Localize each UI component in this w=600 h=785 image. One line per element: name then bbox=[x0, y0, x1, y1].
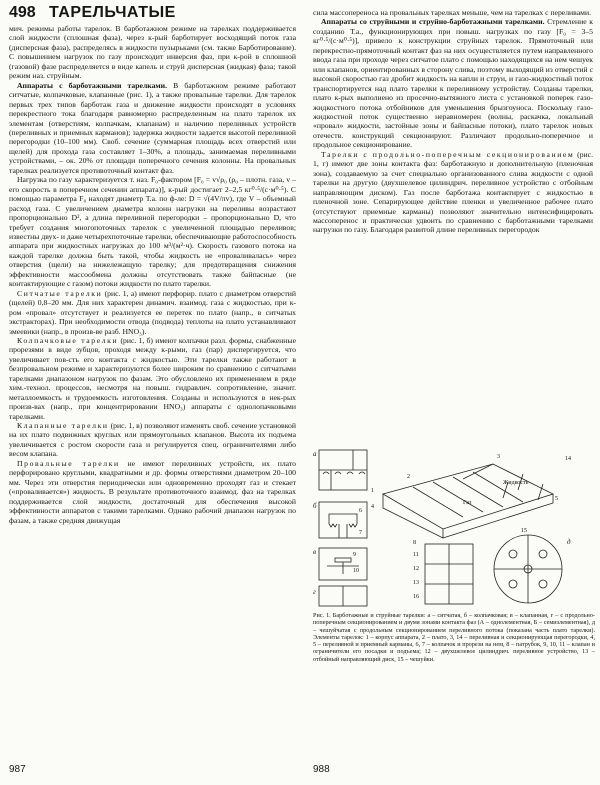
footer-page-left: 987 bbox=[9, 764, 26, 775]
paragraph-text: (рис. 1, г) имеют две зоны контакта фаз: барботажную и дополнительную (пленочная зона), создаваемую за счет специально организованного слива жидкости с одной тарелки на другую (двухшелевое цилиндрич. переливное устройство с отбойным направляющим диском). Газ после барботажа контактирует с жидкостью в пленочной зоне. Сепарирующее действие пленки и увеличенное рабочее плато (отсутствуют приемные карманы) позволяют значительно интенсифицировать массоперенос и практически удвоить по сравнению с барботажными тарелками нагрузки по газу. Благодаря развитой длине переливных перегородок bbox=[313, 149, 593, 235]
label-g: г bbox=[313, 588, 316, 596]
section-heading: Аппараты с барботажными тарелками. bbox=[17, 80, 167, 90]
label-b: б bbox=[313, 502, 317, 510]
paragraph bbox=[9, 289, 296, 336]
callout-1: 1 bbox=[371, 488, 374, 494]
paragraph bbox=[9, 81, 296, 176]
callout-16: 16 bbox=[413, 594, 419, 600]
tray-figure bbox=[313, 444, 593, 609]
paragraph-text: (рис. 1, б) имеют колпачки разл. формы, снабженные прорезями в виде зубцов, проходя между к-рыми, газ (пар) диспергируется, что увеличивает пов-сть его контакта с жидкостью. Эти тарелки также работают в безпровальном режиме и характеризуются более широким по сравнению с ситчатыми тарелками диапазоном нагрузок по фазам. Это обусловлено их применением в ряде хим.-технол. процессов, несмотря на повыш. гидравлич. сопротивление, значит. металлоемкость и трудоемкость изготовления. Созданы и используются в нек-рых произв-вах (напр., при концентрировании HNO₃) аппараты с однолопачковыми тарелками. bbox=[9, 335, 296, 421]
callout-14: 14 bbox=[565, 456, 571, 462]
label-v: в bbox=[313, 548, 317, 556]
label-liquid: Жидкость bbox=[503, 480, 529, 486]
term-heading: Провальные тарелки bbox=[17, 458, 120, 468]
right-column bbox=[313, 8, 593, 440]
callout-12: 12 bbox=[413, 566, 419, 572]
callout-2: 2 bbox=[407, 474, 410, 480]
callout-10: 10 bbox=[353, 568, 359, 574]
callout-4: 4 bbox=[371, 504, 374, 510]
paragraph-text: В барботажном режиме работают ситчатые, колпачковые, клапанные (рис. 1), а также провальные тарелки. Для тарелок первых трех типов барботаж газа и движение жидкости происходят в условиях перекрестного тока благодаря равномерно распределенным на плато тарелок их элементам (отверстиям, колпачкам, клапанам) и наличию переливных устройств (переливных и приемных карманов); задержка жидкости задается высотой переливной перегородки (10–100 мм). Своб. сечение (суммарная площадь всех отверстий или щелей) для прохода газа составляет 1–30%, а площадь, занимаемая переливными устройствами, – ок. 20% от площади поперечного сечения колонны. На провальных тарелках реализуется противоточный контакт фаз. bbox=[9, 80, 296, 175]
term-heading: Колпачковые тарелки bbox=[17, 335, 119, 345]
callout-15: 15 bbox=[521, 528, 527, 534]
term-heading: Клапанные тарелки bbox=[17, 421, 109, 431]
callout-9: 9 bbox=[353, 552, 356, 558]
label-d: д bbox=[567, 538, 571, 546]
callout-8: 8 bbox=[413, 540, 416, 546]
paragraph bbox=[313, 17, 593, 149]
callout-13: 13 bbox=[413, 580, 419, 586]
paragraph bbox=[313, 150, 593, 235]
term-heading: Тарелки с продольно-поперечным секционированием bbox=[321, 149, 575, 159]
footer-page-right: 988 bbox=[313, 764, 330, 775]
paragraph-text: (рис. 1, в) позволяют изменять своб. сечение установкой на их плато подвижных круглых или прямоугольных клапанов. Высота их подъема увеличивается с ростом скорости газа и регулируется спец. ограничителями либо весом клапана. bbox=[9, 421, 296, 459]
left-column bbox=[9, 24, 296, 759]
callout-6: 6 bbox=[359, 508, 362, 514]
paragraph-text: Стремление к созданию Т.а., функционирующих при повыш. нагрузках по газу [F₀ = 3–5 кг⁰·⁵/(с·м⁰·⁵)], привело к конструкции струйных тарелок. Прямоточный или перекрестно-прямоточный контакт фаз на них осуществляется путем направленного ввода газа при проходе через ситчатое плато с помощью находящихся на нем чешуек или клапанов, ориентированных в сторону слива, поэтому выходящий из отверстий с высокой скоростью газ дробит жидкость на капли и струи, и газо-жидкостный поток транспортируется над плато тарелки к переливному устройству. Созданы тарелки, плато к-рых выполнено из просечно-вытяжного листа с установкой поперек газо-жидкостного потока отбойников для уменьшения брызгоуноса. Поскольку газо-жидкостной поток существенно неравномерен (волны, раскачка, локальный «провал» жидкости, застойные зоны и байпасные потоки), плато тарелок новых отечеств. конструкций секционируют. Различают продольно-поперечное и продольное секционирование. bbox=[313, 17, 593, 150]
term-heading: Ситчатые тарелки bbox=[17, 288, 103, 298]
paragraph: сила массопереноса на провальных тарелках меньше, чем на тарелках с переливами. bbox=[313, 8, 592, 17]
label-gas: Газ bbox=[463, 500, 472, 506]
section-heading: Аппараты со струйными и струйно-барботажными тарелками. bbox=[321, 17, 545, 27]
paragraph bbox=[9, 459, 296, 525]
paragraph-text: (рис. 1, а) имеют перфорир. плато с диаметром отверстий (щелей) 0,8–20 мм. Для них характерен динамич. взаимод. газа с жидкостью, при к-ром «провал» отсутствует и реализуется ее перетек по плато (напр., в ситчатых экстракторах). При необходимости отвода (подвода) теплоты на плато устанавливают змеевики (напр., в произв-ве разб. HNO₃). bbox=[9, 288, 296, 336]
paragraph bbox=[9, 336, 296, 421]
callout-7: 7 bbox=[359, 530, 362, 536]
paragraph bbox=[9, 421, 296, 459]
label-a: а bbox=[313, 450, 317, 458]
callout-11: 11 bbox=[413, 552, 419, 558]
paragraph: мич. режимы работы тарелок. В барботажном режиме на тарелках поддерживается слой жидкости (сплошная фаза), через к-рый барботирует восходящий поток газа (дисперсная фаза), распределясь в жидкости пузырьками (см. также Барботирование). С повышением нагрузок по газу происходит инверсия фаз, при к-рой в сплошной (газовой) фазе распределяется в виде капель и струй дисперсная (жидкая) фаза; такой режим наз. струйным. bbox=[9, 24, 296, 81]
figure-caption: Рис. 1. Барботажные и струйные тарелки: а – ситчатая, б – колпачковая; в – клапанная, г – с продольно-поперечным секционированием и двумя зонами контакта фаз (А – однолементная, Б – семиэлементная), д – чешуйчатая с продольным секционированием переливного потока (показана часть плато тарелки). Элементы тарелок: 1 – корпус аппарата, 2 – плато, 3, 14 – переливная и секционирующая перегородки, 4, 5 – переливной и приемный карманы, 6, 7 – колпачок и прорези на нем, 8 – патрубок, 9, 10, 11 – клапан и ограничители его посадки и подъема; 12 – двухшелевое цилиндрич. переливное устройство, 13 – отбойный направляющий диск, 15 – чешуйки. bbox=[313, 612, 595, 663]
paragraph: Нагрузка по газу характеризуется т. наз. F₀-фактором [F₀ = v√ρ₀ (ρ₀ – плотн. газа, v – его скорость в поперечном сечении аппарата)], к-рый достигает 2–2,5 кг⁰·⁵/(с·м⁰·⁵). С помощью параметра F₀ находят диаметр Т.а. по ф-ле: D = √(4V/πv), где V – объемный расход газа. С увеличением диаметра колонн нагрузки на переливы возрастают пропорционально D², а длина переливной перегородки – пропорционально D, что требует создания многопоточных тарелок с увеличенной площадью переливов; известны двух- и даже четырехпоточные тарелки, обеспечивающие работоспособность аппарата при жидкостных нагрузках до 100 м³/(м²·ч). Скорость газового потока на каждой тарелке должна быть такой, чтобы жидкость не «проваливалась» через отверстия (щели) на нижележащую тарелку; для предотвращения снижения эффективности массообмена должны отсутствовать также байпасные (не контактирующие с газом) потоки жидкости по плато тарелки. bbox=[9, 175, 296, 289]
callout-5: 5 bbox=[555, 496, 558, 502]
running-title: ТАРЕЛЬЧАТЫЕ bbox=[49, 4, 176, 21]
callout-3: 3 bbox=[497, 454, 500, 460]
page-number: 498 bbox=[9, 4, 36, 21]
paragraph-text: не имеют переливных устройств, их плато перфорировано круглыми, квадратными и др. формы отверстиями диаметром 20–100 мм. Через эти отверстия периодически или одновременно проходят газ и стекает («проваливается») жидкость. В результате противоточного взаимод. фаз на тарелках поддерживается слой жидкости, достаточный для обеспечения высокой эффективности аппаратов с такими тарелками. Однако рабочий диапазон нагрузок по фазам, а также средняя движущая bbox=[9, 458, 296, 525]
